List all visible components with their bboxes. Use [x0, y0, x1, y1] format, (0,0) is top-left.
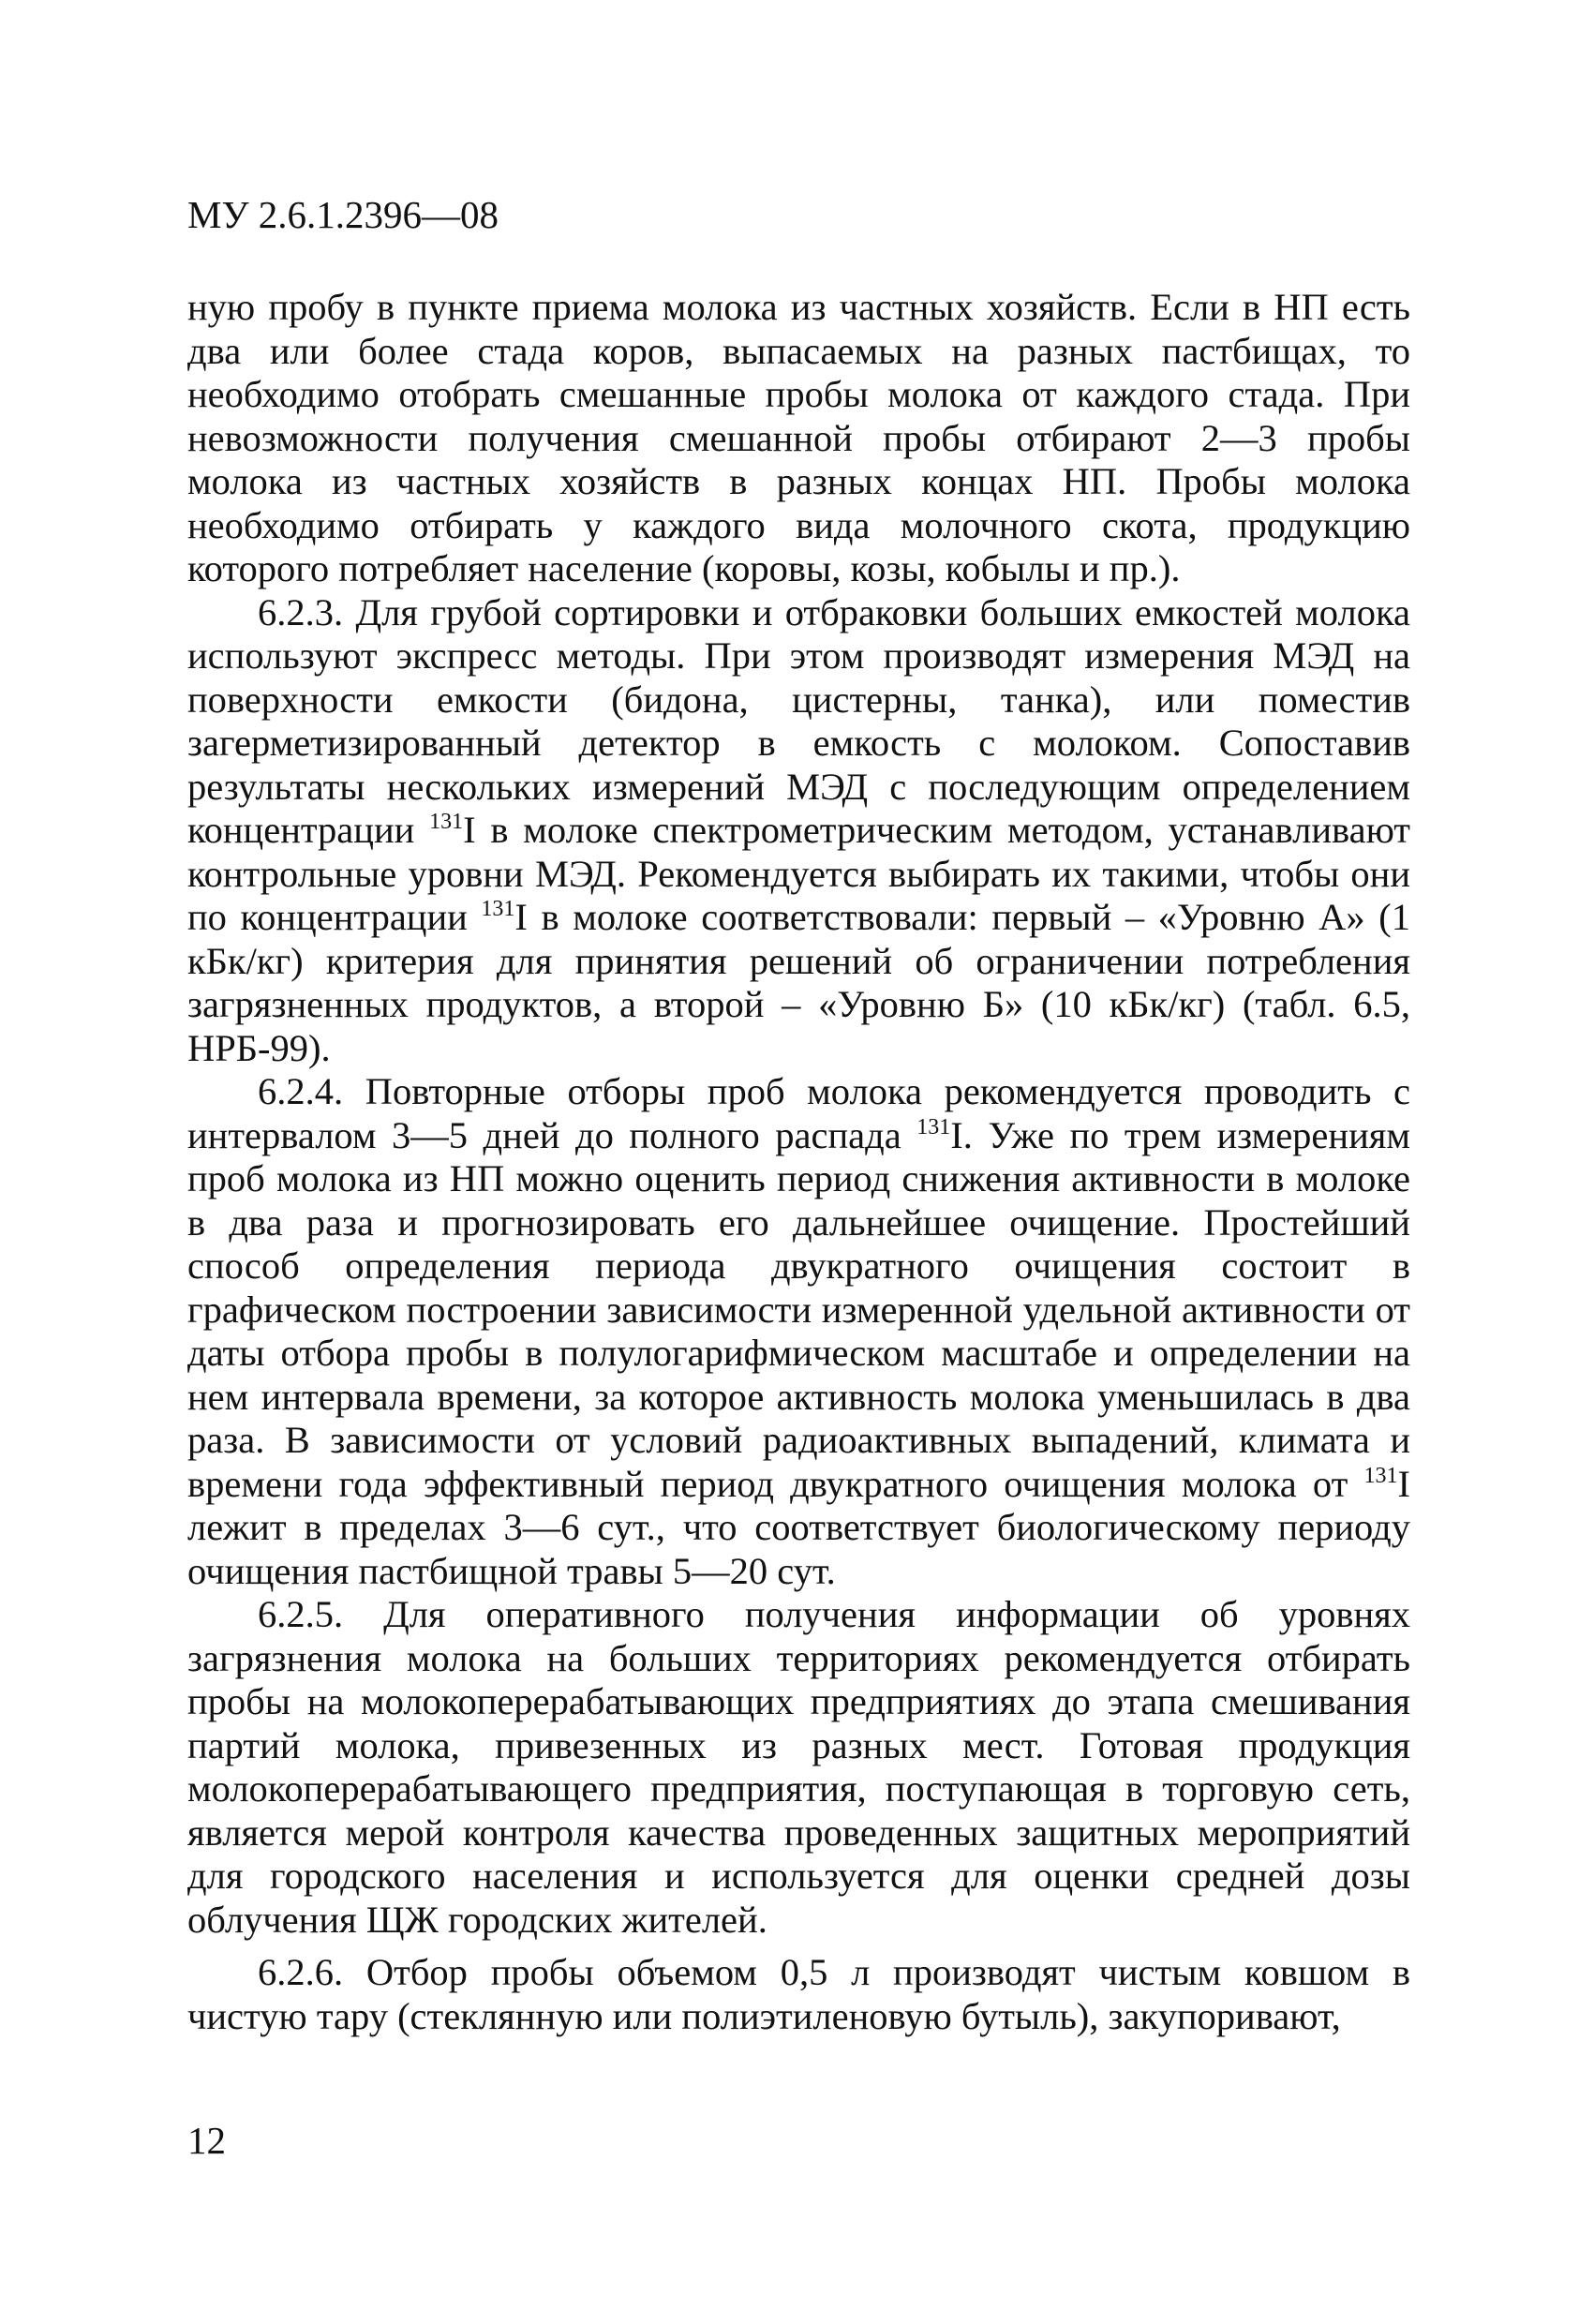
isotope-superscript: 131	[1363, 1463, 1398, 1488]
paragraph-continuation: ную пробу в пункте приема молока из частных хозяйств. Если в НП есть два или более стада коров, выпасаемых на разных пастбищах, то необходимо отобрать смешанные пробы молока от каждого стада. При невозможности получения смешанной пробы отбирают 2—3 пробы молока из частных хозяйств в разных концах НП. Пробы молока необходимо отбирать у каждого вида молочного скота, продукцию которого потребляет население (коровы, козы, кобылы и пр.).	[187, 286, 1410, 589]
paragraph-text: 6.2.3. Для грубой сортировки и отбраковки больших емкостей молока используют экспресс методы. При этом производят измерения МЭД на поверхности емкости (бидона, цистерны, танка), или поместив загерметизированный детектор в емкость с молоком. Сопоставив результаты нескольких измерений МЭД с последующим определением концентрации	[187, 590, 1410, 851]
document-body	[187, 286, 1410, 2038]
paragraph-text: I лежит в пределах 3—6 сут., что соответствует биологическому периоду очищения пастбищной травы 5—20 сут.	[187, 1462, 1410, 1592]
paragraph-6-2-6: 6.2.6. Отбор пробы объемом 0,5 л производят чистым ковшом в чистую тару (стеклянную или полиэтиленовую бутыль), закупоривают,	[187, 1951, 1410, 2037]
isotope-superscript: 131	[481, 897, 515, 921]
isotope-superscript: 131	[916, 1114, 951, 1140]
paragraph-text: 6.2.4. Повторные отборы проб молока рекомендуется проводить с интервалом 3—5 дней до полного распада	[187, 1070, 1410, 1156]
paragraph-text: I. Уже по трем измерениям проб молока из НП можно оценить период снижения активности в молоке в два раза и прогнозировать его дальнейшее очищение. Простейший способ определения периода двукратного очищения состоит в графическом построении зависимости измеренной удельной активности от даты отбора пробы в полулогарифмическом масштабе и определении на нем интервала времени, за которое активность молока уменьшилась в два раза. В зависимости от условий радиоактивных выпадений, климата и времени года эффективный период двукратного очищения молока от	[187, 1113, 1410, 1505]
page-header-doc-code: МУ 2.6.1.2396—08	[187, 193, 499, 236]
paragraph-6-2-5: 6.2.5. Для оперативного получения информации об уровнях загрязнения молока на больших территориях рекомендуется отбирать пробы на молокоперерабатывающих предприятиях до этапа смешивания партий молока, привезенных из разных мест. Готовая продукция молокоперерабатывающего предприятия, поступающая в торговую сеть, является мерой контроля качества проведенных защитных мероприятий для городского населения и используется для оценки средней дозы облучения ЩЖ городских жителей.	[187, 1593, 1410, 1941]
isotope-superscript: 131	[429, 810, 464, 834]
paragraph-text: I в молоке соответствовали: первый – «Уровню А» (1 кБк/кг) критерия для принятия решений об ограничении потребления загрязненных продуктов, а второй – «Уровню Б» (10 кБк/кг) (табл. 6.5, НРБ-99).	[187, 896, 1410, 1069]
paragraph-6-2-4	[187, 1070, 1410, 1593]
page-number: 12	[187, 2119, 226, 2162]
paragraph-6-2-3	[187, 591, 1410, 1071]
paragraph-text: I в молоке спектрометрическим методом, устанавливают контрольные уровни МЭД. Рекомендуется выбирать их такими, чтобы они по концентрации	[187, 809, 1410, 938]
